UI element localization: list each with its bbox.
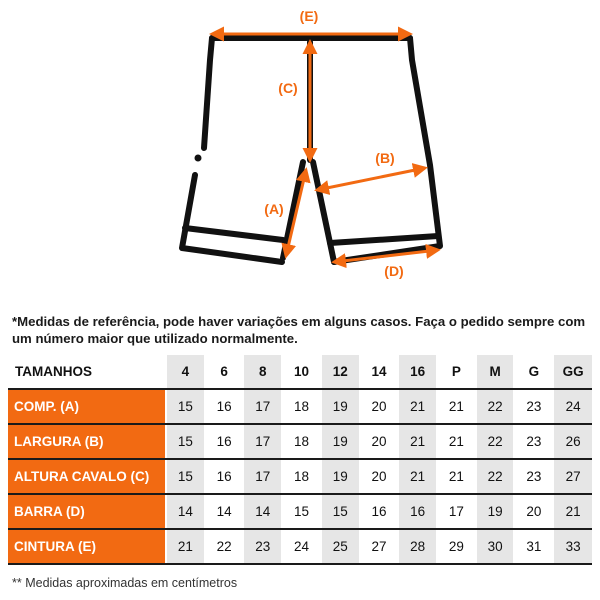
measure-value: 27 [553, 459, 592, 494]
measure-value: 15 [166, 424, 205, 459]
measure-value: 27 [360, 529, 399, 564]
size-col: 14 [360, 355, 399, 389]
measure-value: 15 [166, 459, 205, 494]
size-col: 4 [166, 355, 205, 389]
measure-value: 19 [321, 389, 360, 424]
measure-value: 21 [398, 459, 437, 494]
measure-value: 23 [514, 389, 553, 424]
measure-row [8, 389, 592, 424]
measure-row [8, 459, 592, 494]
measure-value: 23 [243, 529, 282, 564]
measure-value: 28 [398, 529, 437, 564]
measure-value: 17 [243, 389, 282, 424]
measure-value: 21 [398, 389, 437, 424]
measure-row [8, 424, 592, 459]
size-col: 8 [243, 355, 282, 389]
measure-value: 19 [476, 494, 515, 529]
measure-value: 25 [321, 529, 360, 564]
arrow-b [317, 168, 425, 190]
measure-label: COMP. (A) [8, 389, 166, 424]
measure-value: 33 [553, 529, 592, 564]
measure-row [8, 529, 592, 564]
measure-value: 20 [360, 424, 399, 459]
measure-value: 22 [476, 424, 515, 459]
measure-label: ALTURA CAVALO (C) [8, 459, 166, 494]
measure-value: 20 [514, 494, 553, 529]
measure-value: 21 [166, 529, 205, 564]
measure-value: 29 [437, 529, 476, 564]
measure-value: 20 [360, 389, 399, 424]
measure-value: 23 [514, 424, 553, 459]
measure-label: BARRA (D) [8, 494, 166, 529]
measure-value: 18 [282, 459, 321, 494]
pocket-dot [195, 155, 202, 162]
measure-value: 22 [476, 389, 515, 424]
measure-value: 21 [553, 494, 592, 529]
size-table [8, 355, 592, 565]
measure-value: 14 [205, 494, 244, 529]
measure-value: 19 [321, 424, 360, 459]
measure-value: 18 [282, 424, 321, 459]
measure-value: 17 [437, 494, 476, 529]
measure-row [8, 494, 592, 529]
label-b: (B) [375, 150, 395, 166]
measure-label: LARGURA (B) [8, 424, 166, 459]
measure-value: 30 [476, 529, 515, 564]
measure-value: 17 [243, 424, 282, 459]
measure-value: 16 [205, 389, 244, 424]
measure-value: 15 [282, 494, 321, 529]
label-a: (A) [264, 201, 284, 217]
size-col: M [476, 355, 515, 389]
measure-value: 14 [243, 494, 282, 529]
measure-value: 24 [282, 529, 321, 564]
size-col: G [514, 355, 553, 389]
footnote: ** Medidas aproximadas em centímetros [12, 576, 238, 590]
measure-value: 26 [553, 424, 592, 459]
size-col: 10 [282, 355, 321, 389]
measure-value: 21 [437, 459, 476, 494]
measure-value: 20 [360, 459, 399, 494]
size-col: GG [553, 355, 592, 389]
label-e: (E) [299, 8, 319, 24]
measure-value: 19 [321, 459, 360, 494]
measure-value: 17 [243, 459, 282, 494]
sizes-header-label: TAMANHOS [8, 355, 166, 389]
measure-value: 21 [437, 389, 476, 424]
measure-value: 16 [398, 494, 437, 529]
measure-value: 16 [205, 459, 244, 494]
size-col: 12 [321, 355, 360, 389]
size-col: 16 [398, 355, 437, 389]
size-header-row [8, 355, 592, 389]
size-col: P [437, 355, 476, 389]
size-col: 6 [205, 355, 244, 389]
label-c: (C) [278, 80, 298, 96]
measure-value: 31 [514, 529, 553, 564]
measure-value: 23 [514, 459, 553, 494]
measure-value: 18 [282, 389, 321, 424]
measure-value: 15 [166, 389, 205, 424]
measure-value: 16 [360, 494, 399, 529]
measure-label: CINTURA (E) [8, 529, 166, 564]
measure-value: 21 [437, 424, 476, 459]
reference-note: *Medidas de referência, pode haver variações em alguns casos. Faça o pedido sempre com um número maior que utilizado normalmente. [12, 314, 586, 346]
measure-value: 16 [205, 424, 244, 459]
measure-value: 14 [166, 494, 205, 529]
measure-value: 24 [553, 389, 592, 424]
measure-value: 22 [205, 529, 244, 564]
measure-value: 15 [321, 494, 360, 529]
measure-value: 22 [476, 459, 515, 494]
label-d: (D) [384, 263, 404, 279]
measure-value: 21 [398, 424, 437, 459]
